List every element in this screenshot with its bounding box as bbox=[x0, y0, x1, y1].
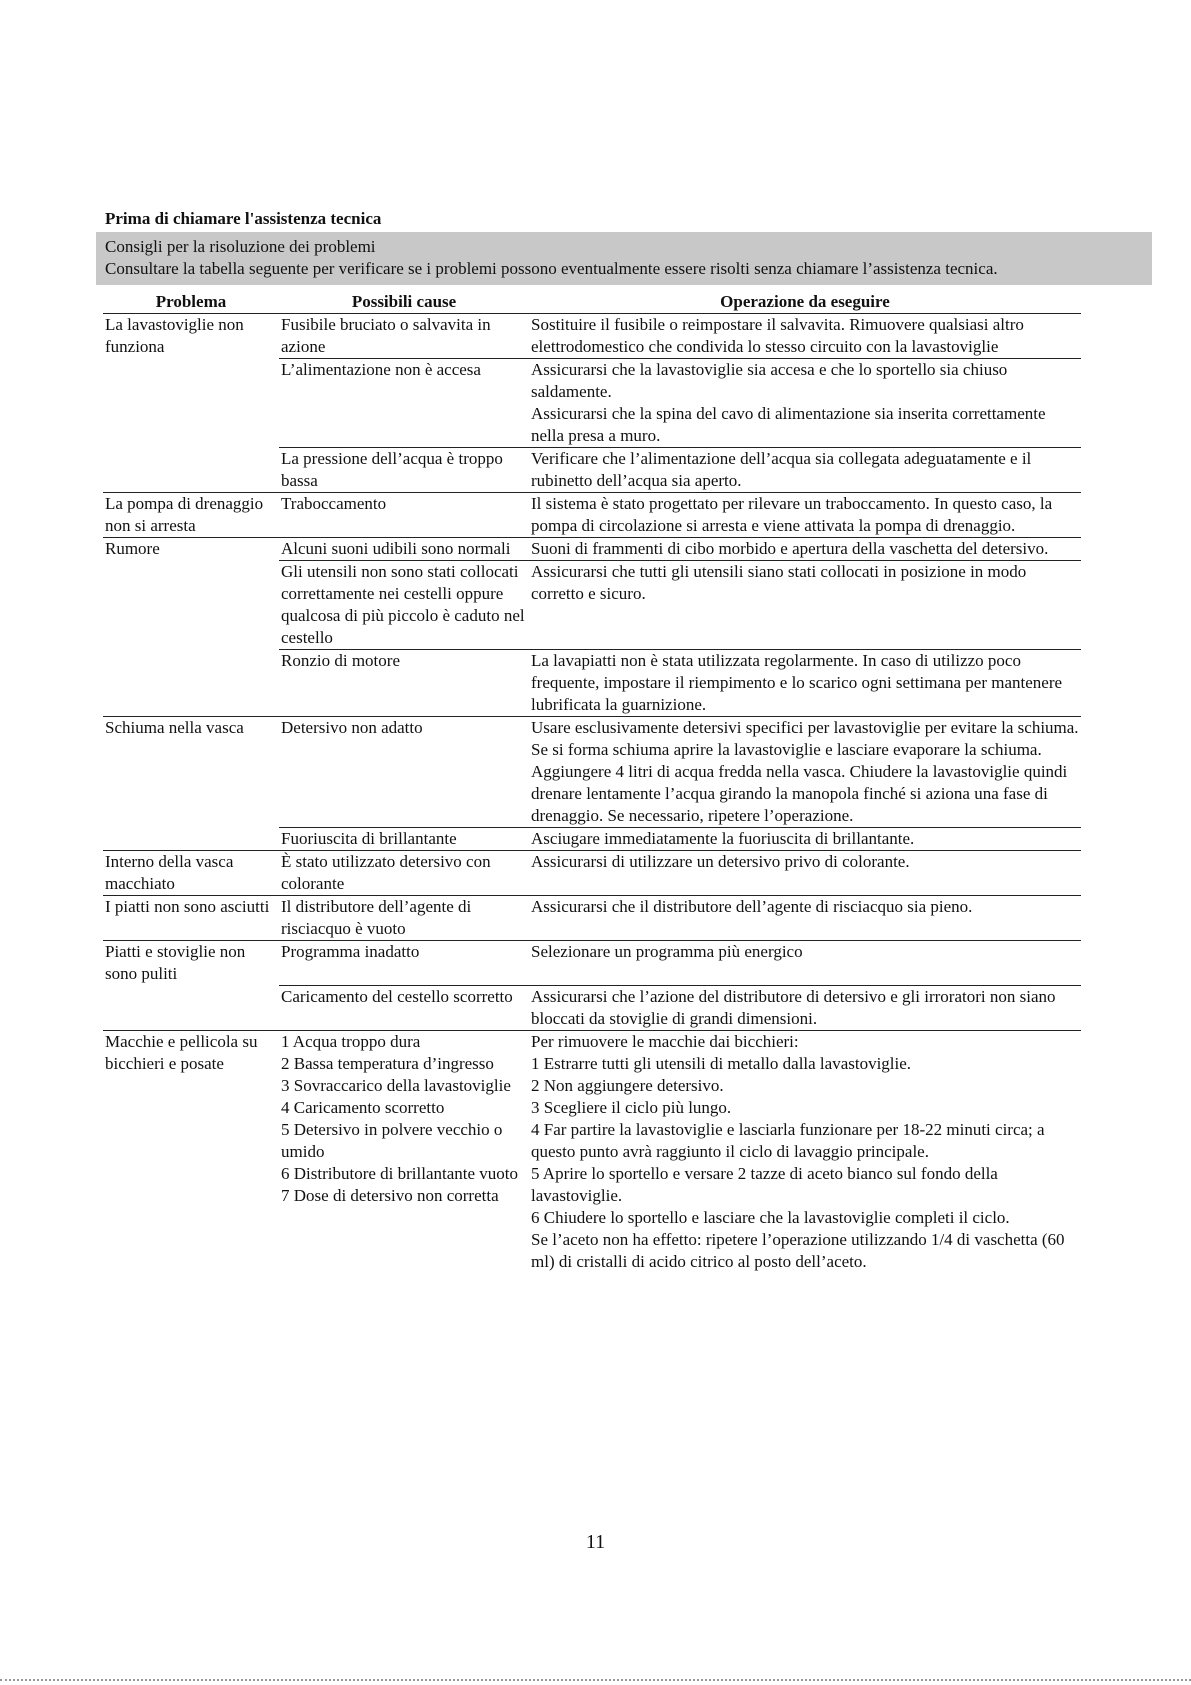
cause-cell-text: Fusibile bruciato o salvavita in azione bbox=[281, 315, 491, 356]
problem-cell bbox=[103, 448, 279, 493]
action-cell-text: 4 Far partire la lavastoviglie e lasciarla funzionare per 18-22 minuti circa; a questo punto avrà raggiunto il ciclo di lavaggio principale. bbox=[531, 1119, 1045, 1161]
action-cell-text: Assicurarsi che tutti gli utensili siano stati collocati in posizione in modo corretto e sicuro. bbox=[531, 562, 1027, 603]
cause-cell bbox=[279, 896, 529, 941]
intro-subtitle: Consigli per la risoluzione dei problemi bbox=[105, 237, 376, 256]
action-cell-text: Per rimuovere le macchie dai bicchieri: bbox=[531, 1031, 799, 1051]
table-row bbox=[103, 448, 1081, 493]
cause-cell bbox=[279, 314, 529, 359]
action-cell-text: Aggiungere 4 litri di acqua fredda nella vasca. Chiudere la lavastoviglie quindi drenare lentamente l’acqua girando la manopola finché si aziona una fase di drenaggio. Se necessario, ripetere l’operazione. bbox=[531, 762, 1068, 825]
cause-cell-text: Traboccamento bbox=[281, 494, 387, 513]
action-cell bbox=[529, 314, 1081, 359]
table-row bbox=[103, 717, 1081, 828]
problem-cell bbox=[103, 538, 279, 561]
action-cell bbox=[529, 851, 1081, 896]
action-cell bbox=[529, 828, 1081, 851]
action-cell bbox=[529, 650, 1081, 717]
cause-cell bbox=[279, 985, 529, 1030]
cause-cell-text: Programma inadatto bbox=[281, 942, 420, 961]
page-number: 11 bbox=[585, 1531, 606, 1553]
cause-cell-text: Alcuni suoni udibili sono normali bbox=[281, 539, 511, 558]
action-cell bbox=[529, 1030, 1081, 1273]
intro-text: Consultare la tabella seguente per verificare se i problemi possono eventualmente essere risolti senza chiamare l’assistenza tecnica. bbox=[105, 259, 998, 278]
cause-cell-text: 6 Distributore di brillantante vuoto bbox=[281, 1163, 519, 1183]
table-row bbox=[103, 561, 1081, 650]
action-cell-text: Assicurarsi che il distributore dell’agente di risciacquo sia pieno. bbox=[531, 897, 973, 916]
table-row bbox=[103, 941, 1081, 986]
problem-cell bbox=[103, 650, 279, 717]
problem-cell bbox=[103, 314, 279, 359]
action-cell bbox=[529, 448, 1081, 493]
action-cell bbox=[529, 561, 1081, 650]
cause-cell bbox=[279, 359, 529, 448]
action-cell-text: Il sistema è stato progettato per rilevare un traboccamento. In questo caso, la pompa di circolazione si arresta e viene attivata la pompa di drenaggio. bbox=[531, 494, 1053, 535]
problem-cell-text: I piatti non sono asciutti bbox=[105, 897, 270, 916]
action-cell-text: Assicurarsi che la spina del cavo di alimentazione sia inserita correttamente nella presa a muro. bbox=[531, 404, 1046, 445]
problem-cell-text: Macchie e pellicola su bicchieri e posate bbox=[105, 1031, 258, 1073]
action-cell-text: Sostituire il fusibile o reimpostare il salvavita. Rimuovere qualsiasi altro elettrodomestico che condivida lo stesso circuito con la lavastoviglie bbox=[531, 315, 1024, 356]
header-operazione: Operazione da eseguire bbox=[529, 291, 1081, 314]
cause-cell-text: Detersivo non adatto bbox=[281, 718, 423, 737]
table-row bbox=[103, 828, 1081, 851]
troubleshooting-table bbox=[103, 291, 1081, 1273]
problem-cell bbox=[103, 561, 279, 650]
cause-cell bbox=[279, 650, 529, 717]
cause-cell-text: L’alimentazione non è accesa bbox=[281, 360, 481, 379]
action-cell-text: La lavapiatti non è stata utilizzata regolarmente. In caso di utilizzo poco frequente, impostare il riempimento e lo scarico ogni settimana per mantenere lubrificata la guarnizione. bbox=[531, 651, 1063, 714]
action-cell bbox=[529, 896, 1081, 941]
action-cell bbox=[529, 493, 1081, 538]
cause-cell-text: Gli utensili non sono stati collocati correttamente nei cestelli oppure qualcosa di più piccolo è caduto nel cestello bbox=[281, 562, 525, 647]
action-cell bbox=[529, 359, 1081, 448]
page bbox=[103, 208, 1081, 1273]
cause-cell-text: 5 Detersivo in polvere vecchio o umido bbox=[281, 1119, 503, 1161]
problem-cell bbox=[103, 828, 279, 851]
table-row bbox=[103, 650, 1081, 717]
header-cause: Possibili cause bbox=[279, 291, 529, 314]
action-cell-text: Suoni di frammenti di cibo morbido e apertura della vaschetta del detersivo. bbox=[531, 539, 1049, 558]
cause-cell-text: Il distributore dell’agente di risciacquo è vuoto bbox=[281, 897, 472, 938]
table-row bbox=[103, 896, 1081, 941]
action-cell bbox=[529, 985, 1081, 1030]
problem-cell bbox=[103, 1030, 279, 1273]
intro-box bbox=[96, 232, 1152, 285]
action-cell-text: Asciugare immediatamente la fuoriuscita di brillantante. bbox=[531, 829, 915, 848]
problem-cell-text: Rumore bbox=[105, 539, 160, 558]
action-cell bbox=[529, 717, 1081, 828]
cause-cell bbox=[279, 851, 529, 896]
cause-cell-text: Fuoriuscita di brillantante bbox=[281, 829, 457, 848]
table-row bbox=[103, 493, 1081, 538]
cause-cell bbox=[279, 448, 529, 493]
cause-cell bbox=[279, 717, 529, 828]
cause-cell-text: È stato utilizzato detersivo con colorante bbox=[281, 852, 491, 893]
action-cell-text: Assicurarsi che la lavastoviglie sia accesa e che lo sportello sia chiuso saldamente. bbox=[531, 360, 1008, 401]
problem-cell-text: Schiuma nella vasca bbox=[105, 718, 244, 737]
problem-cell-text: La lavastoviglie non funziona bbox=[105, 315, 244, 356]
action-cell bbox=[529, 538, 1081, 561]
cause-cell-text: La pressione dell’acqua è troppo bassa bbox=[281, 449, 503, 490]
bottom-dotted-rule bbox=[0, 1679, 1191, 1681]
action-cell-text: 5 Aprire lo sportello e versare 2 tazze di aceto bianco sul fondo della lavastoviglie. bbox=[531, 1163, 998, 1205]
cause-cell-text: 4 Caricamento scorretto bbox=[281, 1097, 445, 1117]
action-cell-text: Se l’aceto non ha effetto: ripetere l’operazione utilizzando 1/4 di vaschetta (60 ml) di cristalli di acido citrico al posto dell’aceto. bbox=[531, 1229, 1065, 1271]
action-cell-text: Assicurarsi di utilizzare un detersivo privo di colorante. bbox=[531, 852, 910, 871]
action-cell-text: Usare esclusivamente detersivi specifici per lavastoviglie per evitare la schiuma. bbox=[531, 718, 1079, 737]
action-cell-text: 3 Scegliere il ciclo più lungo. bbox=[531, 1097, 732, 1117]
problem-cell-text: Piatti e stoviglie non sono puliti bbox=[105, 942, 246, 983]
cause-cell-text: 2 Bassa temperatura d’ingresso bbox=[281, 1053, 494, 1073]
action-cell-text: 1 Estrarre tutti gli utensili di metallo dalla lavastoviglie. bbox=[531, 1053, 912, 1073]
table-row bbox=[103, 851, 1081, 896]
page-heading: Prima di chiamare l'assistenza tecnica bbox=[105, 209, 382, 228]
problem-cell-text: Interno della vasca macchiato bbox=[105, 852, 234, 893]
table-row bbox=[103, 538, 1081, 561]
problem-cell bbox=[103, 985, 279, 1030]
cause-cell-text: 1 Acqua troppo dura bbox=[281, 1031, 421, 1051]
table-row bbox=[103, 314, 1081, 359]
problem-cell bbox=[103, 359, 279, 448]
action-cell-text: Assicurarsi che l’azione del distributore di detersivo e gli irroratori non siano bloccati da stoviglie di grandi dimensioni. bbox=[531, 986, 1056, 1028]
action-cell bbox=[529, 941, 1081, 986]
action-cell-text: Verificare che l’alimentazione dell’acqua sia collegata adeguatamente e il rubinetto dell’acqua sia aperto. bbox=[531, 449, 1032, 490]
problem-cell bbox=[103, 896, 279, 941]
cause-cell bbox=[279, 828, 529, 851]
cause-cell bbox=[279, 561, 529, 650]
problem-cell bbox=[103, 851, 279, 896]
problem-cell bbox=[103, 493, 279, 538]
action-cell-text: 6 Chiudere lo sportello e lasciare che la lavastoviglie completi il ciclo. bbox=[531, 1207, 1010, 1227]
action-cell-text: 2 Non aggiungere detersivo. bbox=[531, 1075, 724, 1095]
cause-cell bbox=[279, 493, 529, 538]
cause-cell bbox=[279, 941, 529, 986]
table-header-row bbox=[103, 291, 1081, 314]
cause-cell-text: 7 Dose di detersivo non corretta bbox=[281, 1185, 499, 1205]
cause-cell-text: Ronzio di motore bbox=[281, 651, 400, 670]
cause-cell bbox=[279, 538, 529, 561]
table-body bbox=[103, 314, 1081, 1273]
cause-cell-text: 3 Sovraccarico della lavastoviglie bbox=[281, 1075, 511, 1095]
problem-cell-text: La pompa di drenaggio non si arresta bbox=[105, 494, 264, 535]
problem-cell bbox=[103, 717, 279, 828]
action-cell-text: Se si forma schiuma aprire la lavastoviglie e lasciare evaporare la schiuma. bbox=[531, 740, 1042, 759]
action-cell-text: Selezionare un programma più energico bbox=[531, 942, 803, 961]
table-row bbox=[103, 985, 1081, 1030]
header-problema: Problema bbox=[103, 291, 279, 314]
table-row bbox=[103, 359, 1081, 448]
cause-cell bbox=[279, 1030, 529, 1273]
table-row bbox=[103, 1030, 1081, 1273]
cause-cell-text: Caricamento del cestello scorretto bbox=[281, 986, 513, 1006]
problem-cell bbox=[103, 941, 279, 986]
